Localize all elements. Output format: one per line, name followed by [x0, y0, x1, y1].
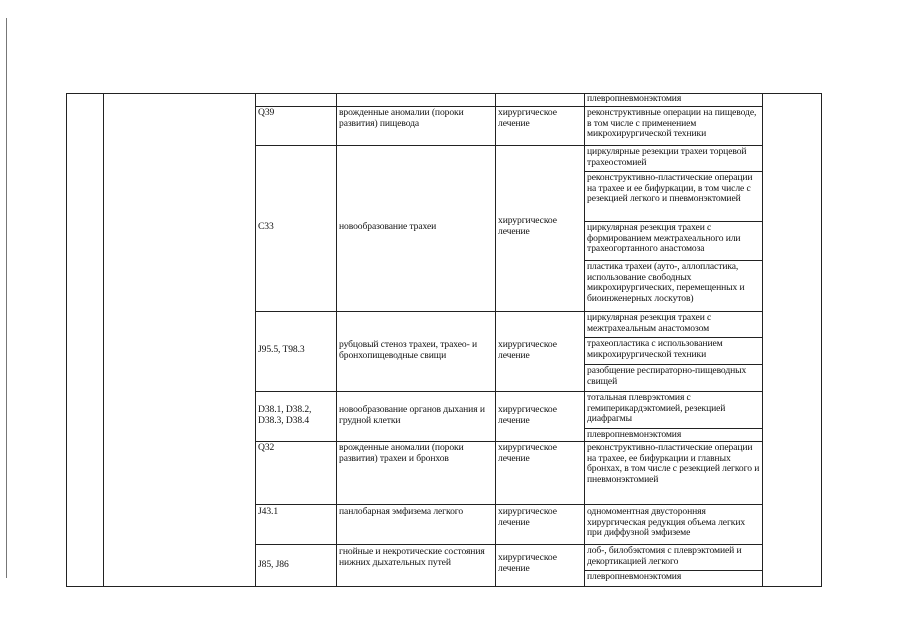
icd-code: J43.1 [258, 506, 279, 517]
method-text: плевропневмонэктомия [587, 93, 682, 104]
diagnosis-text: новообразование трахеи [339, 221, 437, 232]
treatment-type: хирургическое лечение [498, 215, 557, 237]
treatment-type: хирургическое лечение [498, 552, 557, 574]
method-text: реконструктивно-пластические операции на трахее и ее бифуркации, в том числе с резекцией легкого и пневмонэктомией [587, 172, 753, 205]
column-divider [255, 93, 256, 587]
icd-code: J95.5, T98.3 [258, 344, 305, 355]
column-divider [762, 93, 763, 587]
diagnosis-text: врожденные аномалии (пороки развития) трахеи и бронхов [339, 442, 464, 464]
diagnosis-text: рубцовый стеноз трахеи, трахео- и бронхопищеводные свищи [339, 339, 478, 361]
row-separator [255, 504, 763, 505]
method-text: реконструктивные операции на пищеводе, в том числе с применением микрохирургической техники [587, 107, 757, 140]
treatment-type: хирургическое лечение [498, 404, 557, 426]
treatment-type: хирургическое лечение [498, 107, 557, 129]
icd-code: Q39 [258, 107, 275, 118]
method-text: разобщение респираторно-пищеводных свищей [587, 365, 747, 387]
column-divider [103, 93, 104, 587]
method-text: реконструктивно-пластические операции на трахее, ее бифуркации и главных бронхах, в том числе с резекцией легкого и пневмонэктомией [587, 442, 760, 485]
method-text: циркулярная резекция трахеи с формированием межтрахеального или трахеогортанного анастомоза [587, 222, 741, 255]
method-text: тотальная плеврэктомия с гемиперикардэктомией, резекцией диафрагмы [587, 392, 726, 425]
diagnosis-text: панлобарная эмфизема легкого [339, 506, 464, 517]
treatment-type: хирургическое лечение [498, 339, 557, 361]
treatment-type: хирургическое лечение [498, 442, 557, 464]
method-text: трахеопластика с использованием микрохирургической техники [587, 338, 723, 360]
diagnosis-text: гнойные и некротические состояния нижних дыхательных путей [339, 546, 485, 568]
treatment-type: хирургическое лечение [498, 506, 557, 528]
column-divider [584, 93, 585, 587]
icd-code: J85, J86 [258, 559, 289, 570]
icd-code: D38.1, D38.2, D38.3, D38.4 [258, 404, 312, 426]
method-text: циркулярные резекции трахеи торцевой трахеостомией [587, 146, 747, 168]
method-text: плевропневмонэктомия [587, 571, 682, 582]
method-text: лоб-, билобэктомия с плеврэктомией и декортикацией легкого [587, 545, 742, 567]
diagnosis-text: врожденные аномалии (пороки развития) пищевода [339, 107, 464, 129]
method-text: циркулярная резекция трахеи с межтрахеальным анастомозом [587, 312, 712, 334]
diagnosis-text: новообразование органов дыхания и грудной клетки [339, 404, 485, 426]
icd-code: C33 [258, 221, 274, 232]
column-divider [336, 93, 337, 587]
method-text: плевропневмонэктомия [587, 429, 682, 440]
method-text: пластика трахеи (ауто-, аллопластика, использование свободных микрохирургических, перемещенных и биоинженерных лоскутов) [587, 261, 745, 304]
method-text: одномоментная двусторонняя хирургическая редукция объема легких при диффузной эмфиземе [587, 506, 746, 539]
scan-edge-line [6, 18, 7, 578]
icd-code: Q32 [258, 442, 275, 453]
